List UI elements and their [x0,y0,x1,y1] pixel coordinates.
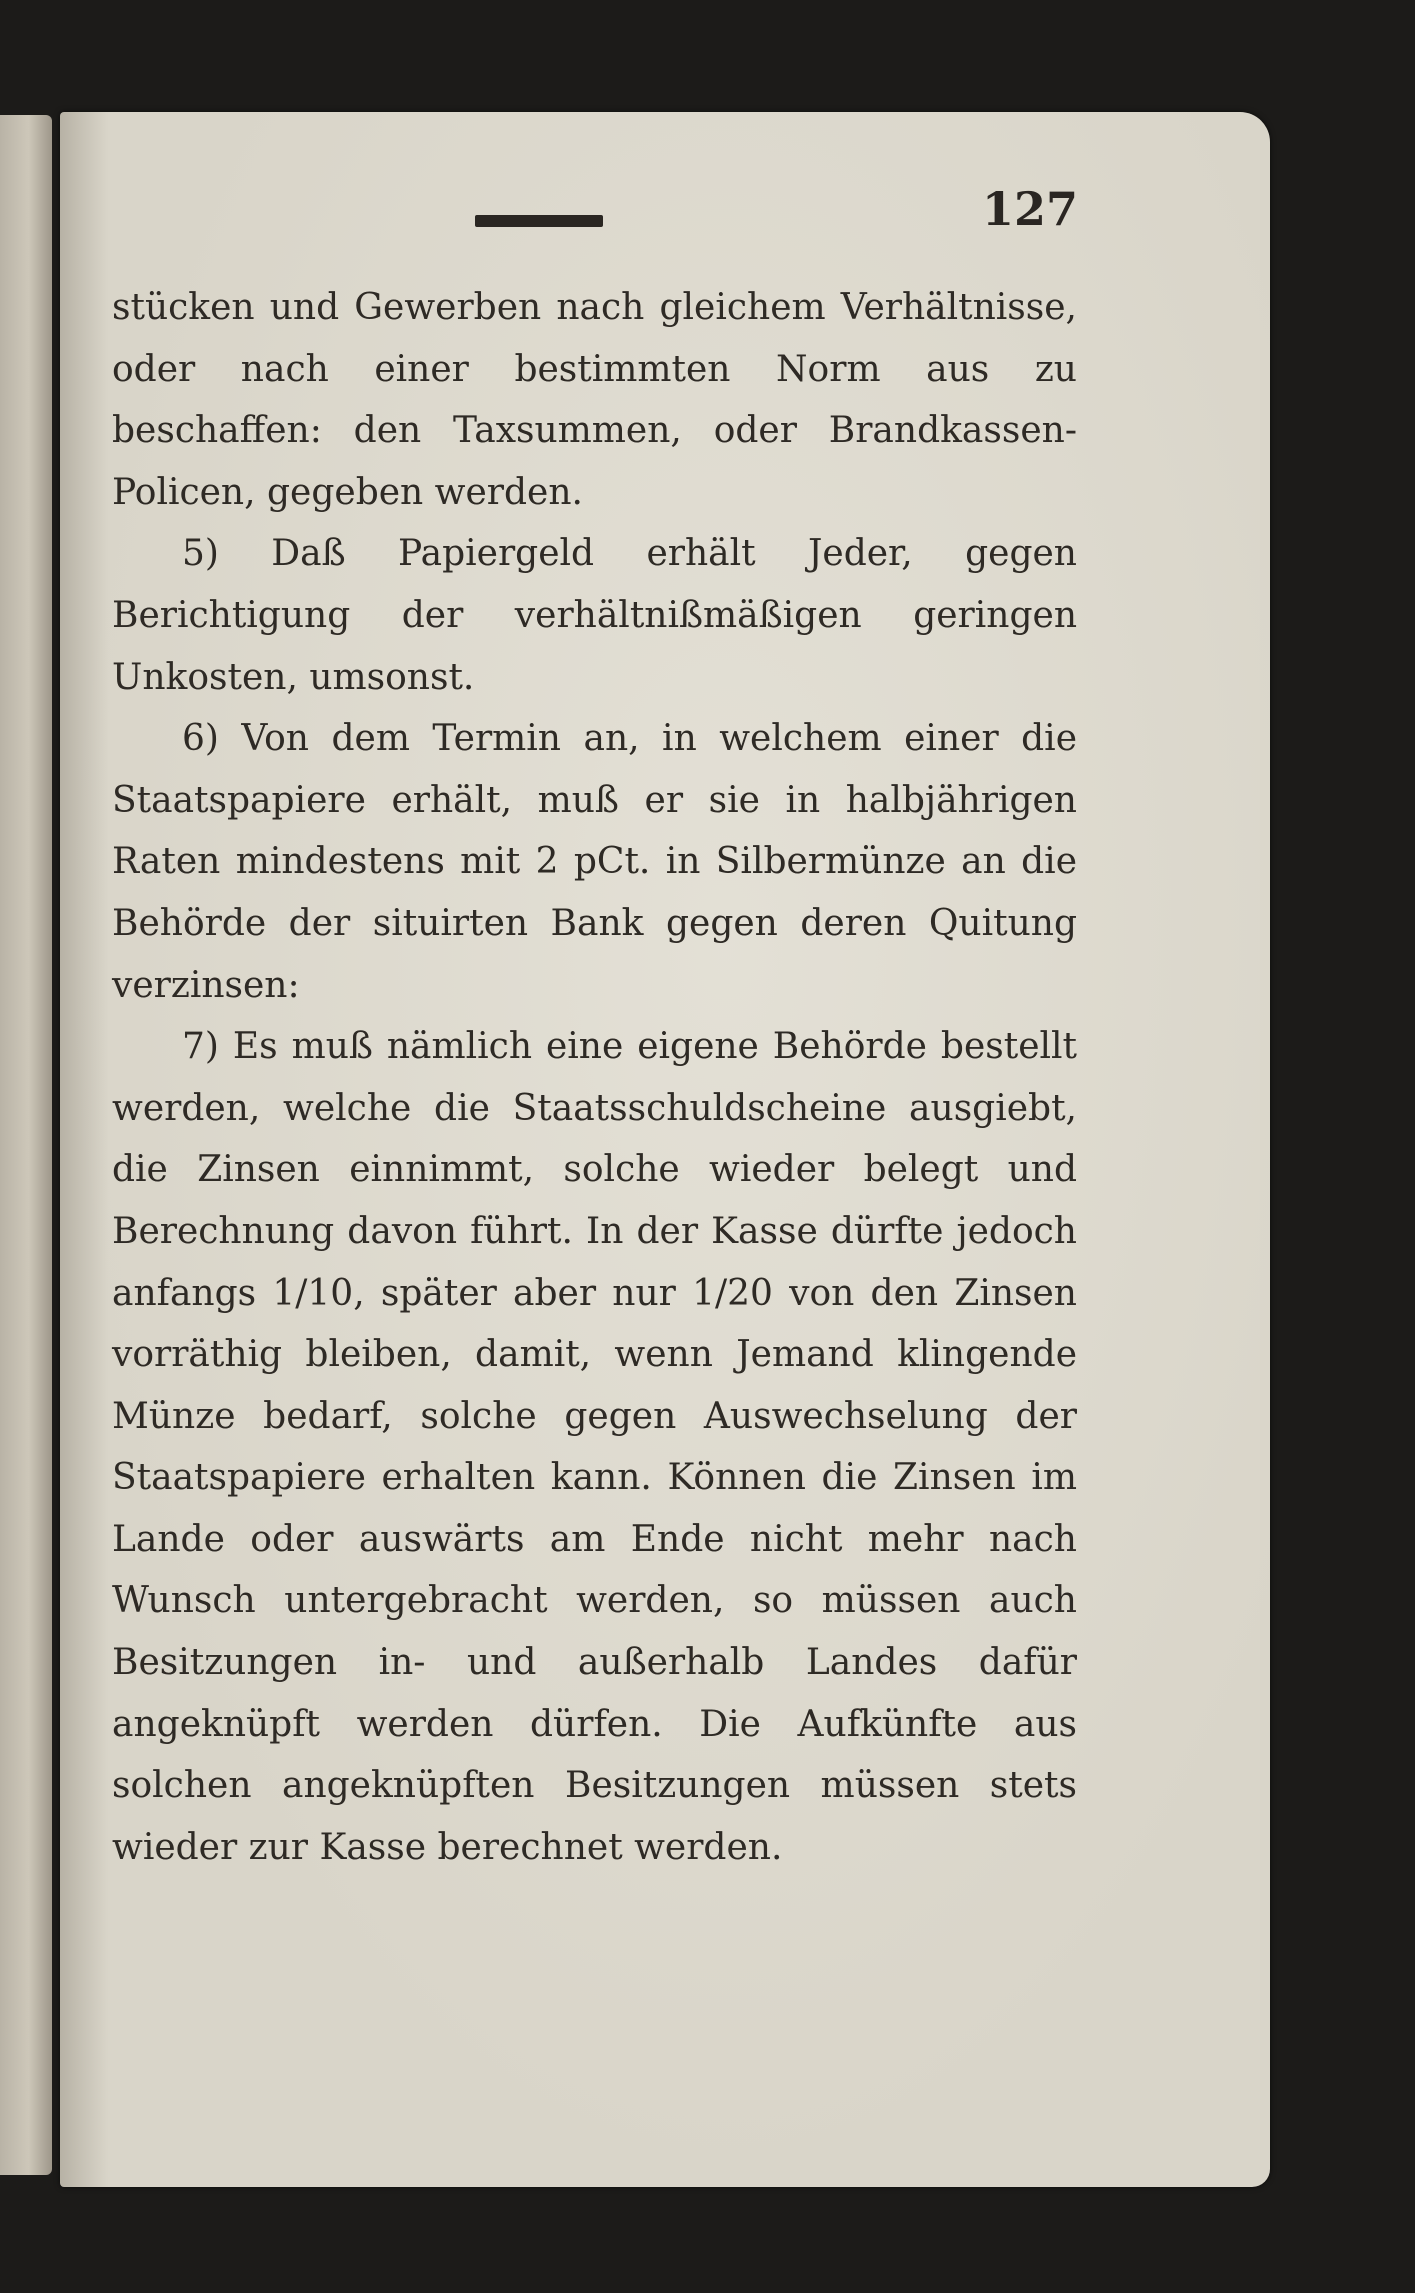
header-ornament-rule [475,215,603,227]
paragraph-item-7: 7) Es muß nämlich eine eigene Behörde bestellt werden, welche die Staatsschuldscheine ausgiebt, die Zinsen einnimmt, solche wieder belegt und Berechnung davon führt. In der Kasse dürfte jedoch anfangs 1/10, später aber nur 1/20 von den Zinsen vorräthig bleiben, damit, wenn Jemand klingende Münze bedarf, solche gegen Auswechselung der Staatspapiere erhalten kann. Können die Zinsen im Lande oder auswärts am Ende nicht mehr nach Wunsch untergebracht werden, so müssen auch Besitzungen in- und außerhalb Landes dafür angeknüpft werden dürfen. Die Aufkünfte aus solchen angeknüpften Besitzungen müssen stets wieder zur Kasse berechnet werden. [112,1026,1077,1868]
page-number: 127 [981,182,1078,236]
facing-page-edge [0,115,52,2175]
paragraph-item-5: 5) Daß Papiergeld erhält Jeder, gegen Berichtigung der verhältnißmäßigen geringen Unkosten, umsonst. [112,533,1077,698]
running-header [60,112,1270,252]
book-page [60,112,1270,2187]
paragraph-continuation: stücken und Gewerben nach gleichem Verhältnisse, oder nach einer bestimmten Norm aus zu beschaffen: den Taxsummen, oder Brandkassen-Policen, gegeben werden. [112,287,1077,513]
paragraph-item-6: 6) Von dem Termin an, in welchem einer die Staatspapiere erhält, muß er sie in halbjährigen Raten mindestens mit 2 pCt. in Silbermünze an die Behörde der situirten Bank gegen deren Quitung verzinsen: [112,718,1077,1006]
body-text [112,277,1077,1878]
